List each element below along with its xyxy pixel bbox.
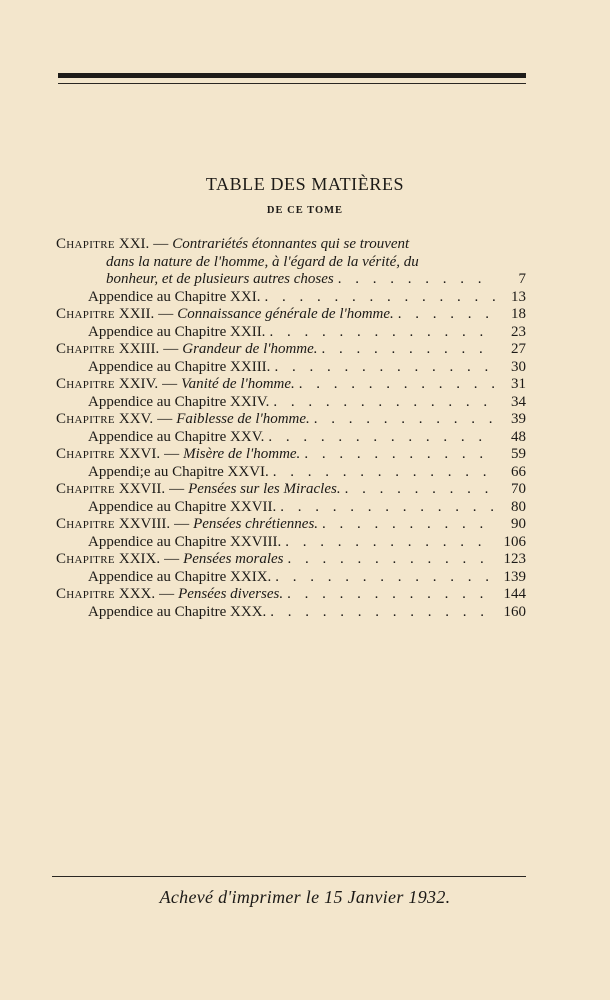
toc-entry-chapter (56, 411, 526, 429)
page-number: 66 (511, 463, 526, 480)
chapter-title-line2: dans la nature de l'homme, à l'égard de la vérité, du (106, 253, 419, 270)
toc-entry-appendix (56, 359, 526, 377)
appendix-title: Appendi;e au Chapitre XXVI. (88, 463, 269, 480)
appendix-title: Appendice au Chapitre XXI. (88, 288, 261, 305)
dot-leader (322, 341, 496, 359)
chapter-label: Chapitre (56, 236, 115, 252)
page-number: 18 (511, 306, 526, 322)
dot-leader (274, 359, 496, 377)
page-number: 90 (511, 516, 526, 532)
dot-leader (345, 481, 496, 499)
page-number: 70 (511, 481, 526, 497)
appendix-title: Appendice au Chapitre XXX. (88, 603, 267, 620)
chapter-title: Faiblesse de l'homme. (176, 411, 310, 427)
dash: — (157, 411, 173, 427)
chapter-number: XXVII. (118, 481, 166, 497)
dot-leader (268, 429, 496, 447)
page-number: 34 (511, 393, 526, 410)
toc-entry-chapter (56, 376, 526, 394)
toc-entry-chapter-xxi (56, 236, 526, 289)
page-number: 30 (511, 358, 526, 375)
dash: — (164, 551, 180, 567)
page-number: 23 (511, 323, 526, 340)
toc-entry-last-line (56, 271, 526, 289)
chapter-number: XXVI. (118, 446, 161, 462)
appendix-title: Appendice au Chapitre XXIX. (88, 568, 272, 585)
dot-leader (322, 516, 496, 534)
page-number: 39 (511, 411, 526, 427)
chapter-label: Chapitre (56, 586, 115, 602)
dot-leader (299, 376, 496, 394)
chapter-number: XXX. (118, 586, 156, 602)
toc-entry-chapter (56, 306, 526, 324)
table-of-contents (56, 236, 526, 621)
page-number: 160 (503, 603, 526, 620)
toc-entry-chapter (56, 516, 526, 534)
toc-entry-appendix (56, 499, 526, 517)
dot-leader (304, 446, 496, 464)
page-number: 27 (511, 341, 526, 357)
chapter-title: Pensées diverses. (178, 586, 284, 602)
dash: — (174, 516, 190, 532)
chapter-number: XXII. (118, 306, 155, 322)
page-number: 80 (511, 498, 526, 515)
page-number: 106 (503, 533, 526, 550)
chapter-label: Chapitre (56, 376, 115, 392)
dash: — (163, 341, 179, 357)
dot-leader (280, 499, 496, 517)
dot-leader (285, 534, 496, 552)
toc-entry-appendix (56, 289, 526, 307)
dash: — (153, 236, 169, 252)
toc-entry-appendix (56, 569, 526, 587)
chapter-label: Chapitre (56, 446, 115, 462)
dash: — (164, 446, 180, 462)
dot-leader (398, 306, 496, 324)
chapter-title: Pensées sur les Miracles. (188, 481, 341, 497)
dash: — (158, 306, 174, 322)
toc-entry-chapter (56, 586, 526, 604)
toc-entry-first-line (56, 236, 526, 254)
toc-entry-appendix (56, 429, 526, 447)
chapter-number: XXV. (118, 411, 154, 427)
chapter-title-line3: bonheur, et de plusieurs autres choses (106, 271, 334, 287)
page-number: 139 (503, 568, 526, 585)
chapter-title: Misère de l'homme. (183, 446, 301, 462)
page-number: 31 (511, 376, 526, 392)
dash: — (162, 376, 178, 392)
appendix-title: Appendice au Chapitre XXIII. (88, 358, 271, 375)
dot-leader (269, 324, 496, 342)
chapter-number: XXVIII. (118, 516, 171, 532)
toc-entry-appendix (56, 604, 526, 622)
top-thin-rule (58, 83, 526, 84)
dot-leader (273, 464, 496, 482)
chapter-label: Chapitre (56, 516, 115, 532)
chapter-title: Pensées chrétiennes. (193, 516, 319, 532)
appendix-title: Appendice au Chapitre XXVII. (88, 498, 277, 515)
toc-entry-chapter (56, 341, 526, 359)
toc-entry-appendix (56, 324, 526, 342)
chapter-label: Chapitre (56, 481, 115, 497)
toc-entry-appendix (56, 534, 526, 552)
dash: — (159, 586, 175, 602)
toc-entry-appendix (56, 394, 526, 412)
page-number: 48 (511, 428, 526, 445)
dot-leader (314, 411, 496, 429)
dot-leader (273, 394, 496, 412)
appendix-title: Appendice au Chapitre XXVIII. (88, 533, 282, 550)
chapter-label: Chapitre (56, 341, 115, 357)
appendix-title: Appendice au Chapitre XXV. (88, 428, 265, 445)
page-number: 7 (518, 271, 526, 287)
page-number: 13 (511, 288, 526, 305)
chapter-label: Chapitre (56, 306, 115, 322)
chapter-title: Vanité de l'homme. (181, 376, 295, 392)
chapter-label: Chapitre (56, 411, 115, 427)
toc-entry-chapter (56, 481, 526, 499)
chapter-label: Chapitre (56, 551, 115, 567)
toc-entry-appendix (56, 464, 526, 482)
appendix-title: Appendice au Chapitre XXII. (88, 323, 266, 340)
chapter-title: Connaissance générale de l'homme. (177, 306, 394, 322)
chapter-title: Pensées morales (183, 551, 284, 567)
chapter-number: XXIX. (118, 551, 161, 567)
dot-leader (270, 604, 496, 622)
chapter-number: XXI. (118, 236, 150, 252)
top-thick-rule (58, 73, 526, 78)
chapter-title-line1: Contrariétés étonnantes qui se trouvent (172, 236, 410, 252)
chapter-number: XXIII. (118, 341, 160, 357)
bottom-rule (52, 876, 526, 877)
toc-entry-chapter (56, 446, 526, 464)
dot-leader (264, 289, 496, 307)
page-subtitle: DE CE TOME (266, 205, 344, 216)
dot-leader (287, 586, 496, 604)
toc-entries-list (56, 289, 526, 622)
dot-leader (288, 551, 496, 569)
dot-leader (275, 569, 496, 587)
dash: — (169, 481, 185, 497)
appendix-title: Appendice au Chapitre XXIV. (88, 393, 270, 410)
page-title: TABLE DES MATIÈRES (205, 174, 405, 194)
chapter-number: XXIV. (118, 376, 159, 392)
page-number: 144 (503, 586, 526, 602)
dot-leader (338, 271, 496, 289)
chapter-title: Grandeur de l'homme. (182, 341, 318, 357)
colophon: Achevé d'imprimer le 15 Janvier 1932. (159, 887, 451, 907)
toc-entry-chapter (56, 551, 526, 569)
page-number: 123 (503, 551, 526, 567)
page-number: 59 (511, 446, 526, 462)
